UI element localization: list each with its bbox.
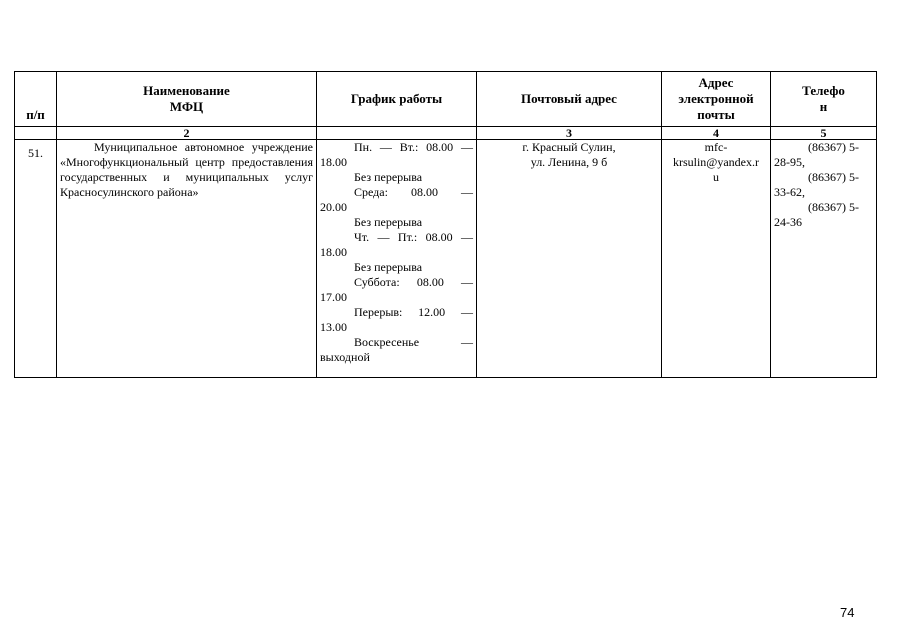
mfc-table	[14, 71, 877, 378]
schedule-line-8-cont: 13.00	[320, 320, 347, 334]
schedule-line-7: Суббота: 08.00 —	[354, 275, 473, 289]
header-phone-line1: Телефо	[802, 83, 845, 98]
header-num-label: п/п	[26, 107, 45, 122]
table-row	[15, 140, 877, 378]
header-email-line3: почты	[697, 107, 735, 122]
schedule-line-9-cont: выходной	[320, 350, 370, 364]
work-schedule	[317, 140, 477, 378]
header-name	[57, 72, 317, 127]
header-name-line1: Наименование	[143, 83, 230, 98]
postal-address	[477, 140, 662, 378]
schedule-line-5-cont: 18.00	[320, 245, 347, 259]
schedule-line-5: Чт. — Пт.: 08.00 —	[354, 230, 473, 244]
schedule-line-4: Без перерыва	[354, 215, 423, 229]
header-schedule-label: График работы	[350, 91, 443, 106]
email-line3: u	[713, 170, 719, 184]
schedule-line-9: Воскресенье —	[354, 335, 473, 349]
header-phone-line2: н	[819, 99, 828, 114]
email-line1: mfc-	[704, 140, 728, 154]
schedule-line-6: Без перерыва	[354, 260, 423, 274]
schedule-line-3-cont: 20.00	[320, 200, 347, 214]
schedule-line-8: Перерыв: 12.00 —	[354, 305, 473, 319]
header-num	[15, 72, 57, 127]
column-number-6: 5	[771, 127, 877, 140]
column-number-4: 3	[477, 127, 662, 140]
column-number-3	[317, 127, 477, 140]
schedule-line-1-cont: 18.00	[320, 155, 347, 169]
column-number-2: 2	[57, 127, 317, 140]
email-line2: krsulin@yandex.r	[672, 155, 760, 169]
postal-address-line1: г. Красный Сулин,	[522, 140, 616, 154]
header-phone	[771, 72, 877, 127]
header-postal	[477, 72, 662, 127]
header-row	[15, 72, 877, 127]
phone-2: (86367) 5-	[808, 170, 859, 184]
row-number: 51.	[15, 140, 57, 378]
phone-2-cont: 33-62,	[774, 185, 805, 199]
schedule-line-7-cont: 17.00	[320, 290, 347, 304]
header-name-line2: МФЦ	[169, 99, 204, 114]
phone-1: (86367) 5-	[808, 140, 859, 154]
header-schedule	[317, 72, 477, 127]
column-number-row	[15, 127, 877, 140]
phone-3: (86367) 5-	[808, 200, 859, 214]
header-email-line1: Адрес	[698, 75, 734, 90]
header-postal-label: Почтовый адрес	[521, 91, 617, 106]
email-address	[662, 140, 771, 378]
page-number: 74	[840, 605, 855, 620]
mfc-name: Муниципальное автономное учреждение «Многофункциональный центр предоставления государственных и муниципальных услуг Красносулинского района»	[57, 140, 317, 378]
phone-3-cont: 24-36	[774, 215, 802, 229]
phone-1-cont: 28-95,	[774, 155, 805, 169]
header-email	[662, 72, 771, 127]
postal-address-line2: ул. Ленина, 9 б	[530, 155, 608, 169]
column-number-1	[15, 127, 57, 140]
header-email-line2: электронной	[678, 91, 754, 106]
schedule-line-1: Пн. — Вт.: 08.00 —	[354, 140, 473, 154]
schedule-line-3: Среда: 08.00 —	[354, 185, 473, 199]
phone-numbers	[771, 140, 877, 378]
column-number-5: 4	[662, 127, 771, 140]
schedule-line-2: Без перерыва	[354, 170, 423, 184]
